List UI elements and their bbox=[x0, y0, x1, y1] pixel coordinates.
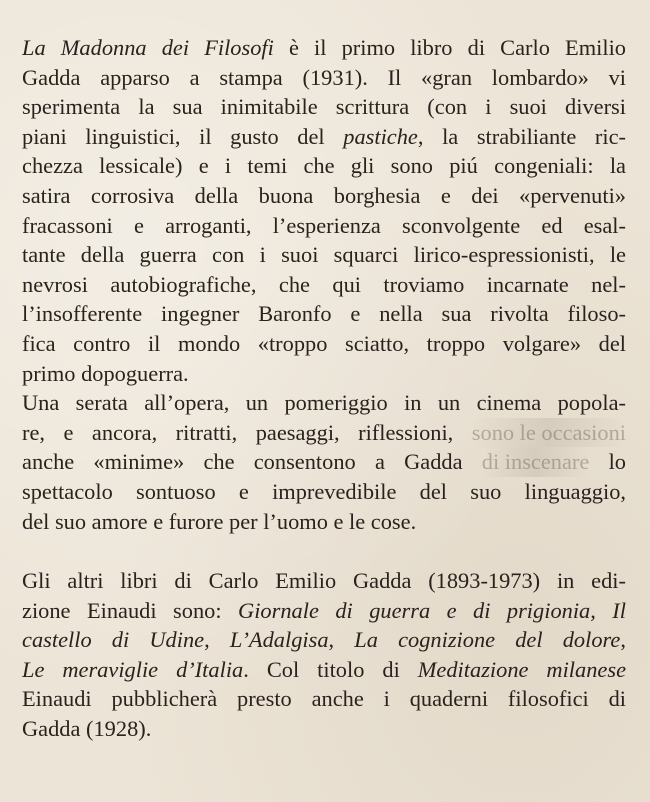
text-line: fracassoni e arroganti, l’esperienza sconvolgente ed esal- bbox=[22, 212, 626, 238]
text-line: re, e ancora, ritratti, paesaggi, riflessioni, sono le occasioni bbox=[22, 418, 626, 448]
text-line: La Madonna dei Filosofi è il primo libro di Carlo Emilio bbox=[22, 35, 626, 60]
text-line: spettacolo sontuoso e imprevedibile del suo linguaggio, bbox=[22, 478, 626, 504]
paragraph-minor-occasions bbox=[22, 388, 626, 536]
paragraph-other-books bbox=[22, 566, 626, 744]
text-line: Una serata all’opera, un pomeriggio in un cinema popola- bbox=[22, 390, 626, 416]
text-line: satira corrosiva della buona borghesia e dei «pervenuti» bbox=[22, 182, 626, 208]
smudged-text: sono le occasioni bbox=[472, 418, 626, 448]
text-line: tante della guerra con i suoi squarci lirico-espressionisti, le bbox=[22, 242, 626, 268]
paragraph-spacer bbox=[22, 536, 626, 566]
text-line: del suo amore e furore per l’uomo e le cose. bbox=[22, 508, 417, 534]
text-line: sperimenta la sua inimitabile scrittura (con i suoi diversi bbox=[22, 94, 626, 120]
text-line: primo dopoguerra. bbox=[22, 360, 189, 386]
paragraph-intro bbox=[22, 33, 626, 388]
text-line: castello di Udine, L’Adalgisa, La cognizione del dolore, bbox=[22, 627, 626, 653]
text-line: Gadda apparso a stampa (1931). Il «gran lombardo» vi bbox=[22, 64, 626, 90]
text-line: chezza lessicale) e i temi che gli sono piú congeniali: la bbox=[22, 153, 626, 179]
text-line: fica contro il mondo «troppo sciatto, troppo volgare» del bbox=[22, 330, 626, 356]
text-line: anche «minime» che consentono a Gadda di inscenare lo bbox=[22, 447, 626, 477]
smudged-text: di inscenare bbox=[482, 447, 590, 477]
text-line: nevrosi autobiografiche, che qui troviamo incarnate nel- bbox=[22, 271, 626, 297]
text-line: piani linguistici, il gusto del pastiche, la strabiliante ric- bbox=[22, 123, 626, 149]
text-line: l’insofferente ingegner Baronfo e nella sua rivolta filoso- bbox=[22, 301, 626, 327]
text-line: zione Einaudi sono: Giornale di guerra e di prigionia, Il bbox=[22, 597, 626, 623]
text-line: Le meraviglie d’Italia. Col titolo di Meditazione milanese bbox=[22, 656, 626, 682]
text-line: Einaudi pubblicherà presto anche i quaderni filosofici di bbox=[22, 686, 626, 712]
blurb-text bbox=[22, 33, 626, 744]
text-line: Gadda (1928). bbox=[22, 716, 152, 742]
text-line: Gli altri libri di Carlo Emilio Gadda (1893-1973) in edi- bbox=[22, 568, 626, 594]
